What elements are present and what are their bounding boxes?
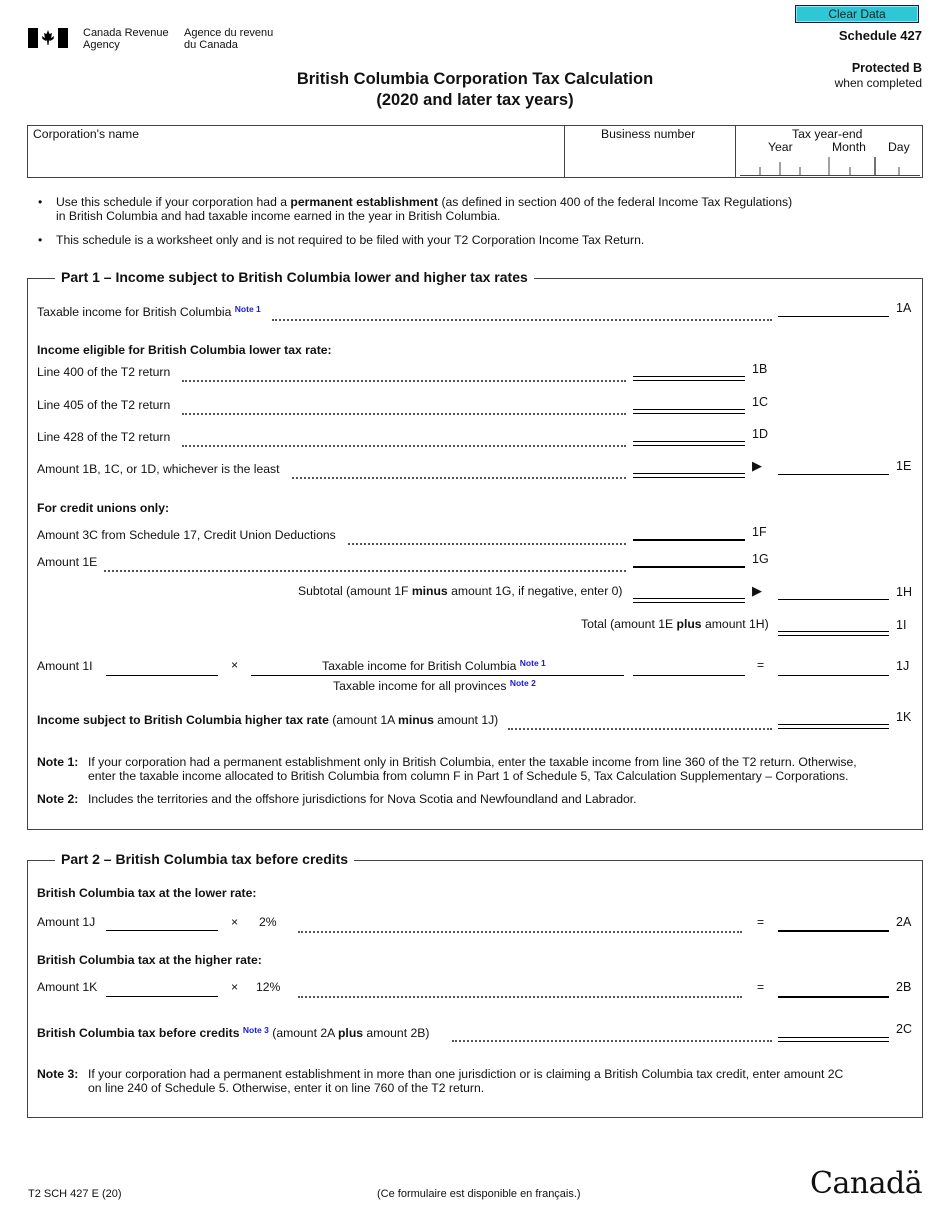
note3-text (88, 1067, 918, 1095)
line-1a-label (37, 304, 261, 319)
line-1f-input[interactable] (633, 539, 745, 541)
leader-dots (452, 1026, 772, 1042)
line-1e-input[interactable] (778, 474, 889, 475)
intro-bullet-2 (38, 233, 918, 247)
code-1k: 1K (896, 710, 912, 724)
note2-label: Note 2: (37, 792, 79, 806)
leader-dots (272, 305, 772, 321)
french-availability-note: (Ce formulaire est disponible en français.) (377, 1188, 581, 1200)
times-icon: × (231, 980, 239, 994)
line-2c-text-b: (amount 2A (268, 1026, 338, 1040)
line-2a-label: Amount 1J (37, 915, 96, 929)
times-icon: × (231, 915, 239, 929)
form-identifier: T2 SCH 427 E (20) (28, 1188, 122, 1200)
note1-line1: If your corporation had a permanent establishment only in British Columbia, enter the taxable income from line 360 of the T2 return. Otherwise, (88, 755, 857, 769)
fraction-numerator (322, 658, 546, 673)
leader-dots (104, 556, 626, 572)
code-1g: 1G (752, 552, 769, 566)
bullet1-text-a: Use this schedule if your corporation had a (56, 195, 291, 209)
bullet2-text: This schedule is a worksheet only and is not required to be filed with your T2 Corporation Income Tax Return. (56, 233, 645, 247)
line-1k-label (37, 713, 498, 727)
arrow-icon: ▶ (752, 458, 762, 473)
code-1f: 1F (752, 525, 767, 539)
agency-fr-line2: du Canada (184, 39, 238, 51)
line-1e-intermediate[interactable] (633, 473, 745, 478)
lower-rate-tax-subheading: British Columbia tax at the lower rate: (37, 886, 257, 900)
agency-name-fr (184, 27, 273, 51)
agency-en-line1: Canada Revenue (83, 27, 169, 39)
title-line2: (2020 and later tax years) (376, 91, 574, 109)
part1-section (27, 278, 923, 830)
day-label: Day (888, 140, 910, 154)
rate-lower: 2% (259, 915, 277, 929)
line-1d-label: Line 428 of the T2 return (37, 430, 171, 444)
frac-num-text: Taxable income for British Columbia (322, 659, 517, 673)
leader-dots (348, 529, 626, 545)
leader-dots (182, 399, 626, 415)
fraction-bar (251, 675, 624, 676)
line-2b-amount-input[interactable] (106, 996, 218, 997)
leader-dots (298, 917, 742, 933)
protected-label: Protected B (851, 61, 922, 75)
line-2b-label: Amount 1K (37, 980, 98, 994)
intro-bullet-1 (38, 195, 918, 223)
corp-name-field[interactable] (28, 126, 565, 177)
frac-den-text: Taxable income for all provinces (333, 679, 507, 693)
line-1i-label (581, 617, 769, 631)
line-1h-text-b: minus (411, 584, 448, 598)
line-2a-input[interactable] (778, 930, 889, 932)
leader-dots (182, 431, 626, 447)
note2-text: Includes the territories and the offshore jurisdictions for Nova Scotia and Newfoundland and Labrador. (88, 792, 637, 806)
line-1h-text-c: amount 1G, if negative, enter 0) (447, 584, 623, 598)
line-1k-input[interactable] (778, 724, 889, 729)
note1-label: Note 1: (37, 755, 79, 769)
note3-ref: Note 3 (242, 1025, 269, 1035)
equals-icon: = (757, 658, 765, 672)
protected-sublabel: when completed (834, 76, 922, 90)
bullet1-text-c: (as defined in section 400 of the federal Income Tax Regulations) (438, 195, 793, 209)
equals-icon: = (757, 980, 765, 994)
code-1d: 1D (752, 427, 768, 441)
code-1i: 1I (896, 618, 907, 632)
line-1d-input[interactable] (633, 441, 745, 446)
corp-name-label: Corporation's name (33, 127, 139, 141)
agency-en-line2: Agency (83, 39, 120, 51)
line-1b-label: Line 400 of the T2 return (37, 365, 171, 379)
note3-label: Note 3: (37, 1067, 79, 1081)
canada-flag-logo (28, 28, 68, 48)
rate-higher: 12% (256, 980, 281, 994)
times-icon: × (231, 658, 239, 672)
bullet-dot-icon: • (38, 195, 43, 209)
note2-ref: Note 2 (509, 678, 536, 688)
leader-dots (182, 366, 626, 382)
line-1h-intermediate[interactable] (633, 598, 745, 603)
code-2b: 2B (896, 980, 912, 994)
bullet-dot-icon: • (38, 233, 43, 247)
year-label: Year (768, 140, 793, 154)
tax-year-end-input[interactable] (740, 157, 920, 176)
line-1i-text-b: plus (676, 617, 702, 631)
note3-line1: If your corporation had a permanent establishment in more than one jurisdiction or is claiming a British Columbia tax credit, enter amount 2C (88, 1067, 844, 1081)
code-1h: 1H (896, 585, 912, 599)
line-1f-label: Amount 3C from Schedule 17, Credit Union Deductions (37, 528, 336, 542)
credit-unions-subheading: For credit unions only: (37, 501, 170, 515)
line-1j-amount-input[interactable] (106, 675, 218, 676)
line-1h-text-a: Subtotal (amount 1F (298, 584, 412, 598)
line-1b-input[interactable] (633, 376, 745, 381)
line-2a-amount-input[interactable] (106, 930, 218, 931)
line-1h-input[interactable] (778, 599, 889, 600)
line-1i-text-a: Total (amount 1E (581, 617, 677, 631)
line-1k-text-b: (amount 1A (328, 713, 398, 727)
note1-line2: enter the taxable income allocated to British Columbia from column F in Part 1 of Schedule 5, Tax Calculation Supplementary – Corporations. (88, 769, 849, 783)
code-1b: 1B (752, 362, 768, 376)
line-2c-text-c: plus (337, 1026, 364, 1040)
line-1j-input[interactable] (778, 675, 889, 676)
code-2c: 2C (896, 1022, 912, 1036)
code-1a: 1A (896, 301, 912, 315)
line-1c-input[interactable] (633, 409, 745, 414)
part1-heading: Part 1 – Income subject to British Columbia lower and higher tax rates (55, 269, 534, 285)
code-2a: 2A (896, 915, 912, 929)
line-1g-label: Amount 1E (37, 555, 98, 569)
line-1c-label: Line 405 of the T2 return (37, 398, 171, 412)
line-1k-text-c: minus (398, 713, 434, 727)
note1-ref: Note 1 (519, 658, 546, 668)
agency-name-en (83, 27, 169, 51)
leader-dots (292, 463, 626, 479)
code-1e: 1E (896, 459, 912, 473)
month-label: Month (832, 140, 866, 154)
code-1j: 1J (896, 659, 910, 673)
schedule-number: Schedule 427 (838, 28, 922, 43)
line-1j-ratio-input[interactable] (633, 675, 745, 676)
line-1i-text-c: amount 1H) (701, 617, 769, 631)
note1-ref: Note 1 (234, 304, 261, 314)
line-2c-input[interactable] (778, 1037, 889, 1042)
fraction-denominator (333, 678, 536, 693)
canada-wordmark: Canadä (810, 1166, 923, 1201)
note3-line2: on line 240 of Schedule 5. Otherwise, enter it on line 760 of the T2 return. (88, 1081, 485, 1095)
leader-dots (298, 982, 742, 998)
line-1k-text-a: Income subject to British Columbia higher tax rate (37, 713, 329, 727)
line-2c-text-a: British Columbia tax before credits (37, 1026, 240, 1040)
bullet1-text-b: permanent establishment (290, 195, 439, 209)
clear-data-button[interactable]: Clear Data (795, 5, 919, 23)
line-1h-label (298, 584, 623, 598)
note1-text (88, 755, 918, 783)
line-1a-text: Taxable income for British Columbia (37, 305, 232, 319)
tax-year-end-label: Tax year-end (792, 127, 863, 141)
equals-icon: = (757, 915, 765, 929)
code-1c: 1C (752, 395, 768, 409)
higher-rate-tax-subheading: British Columbia tax at the higher rate: (37, 953, 262, 967)
leader-dots (508, 714, 772, 730)
line-1j-label: Amount 1I (37, 659, 93, 673)
agency-fr-line1: Agence du revenu (184, 27, 274, 39)
bullet1-text-d: in British Columbia and had taxable income earned in the year in British Columbia. (56, 209, 501, 223)
arrow-icon: ▶ (752, 583, 762, 598)
business-number-label: Business number (601, 127, 696, 141)
page-title (175, 69, 775, 111)
line-1i-input[interactable] (778, 631, 889, 636)
line-2c-text-d: amount 2B) (363, 1026, 430, 1040)
line-1k-text-d: amount 1J) (433, 713, 499, 727)
line-2b-input[interactable] (778, 996, 889, 998)
title-line1: British Columbia Corporation Tax Calculation (296, 70, 654, 88)
lower-rate-subheading: Income eligible for British Columbia lower tax rate: (37, 343, 332, 357)
part2-heading: Part 2 – British Columbia tax before credits (55, 851, 354, 867)
line-1a-input[interactable] (778, 316, 889, 317)
line-1e-label: Amount 1B, 1C, or 1D, whichever is the least (37, 462, 280, 476)
line-2c-label (37, 1025, 429, 1040)
business-number-field[interactable] (565, 126, 736, 177)
line-1g-input[interactable] (633, 566, 745, 568)
